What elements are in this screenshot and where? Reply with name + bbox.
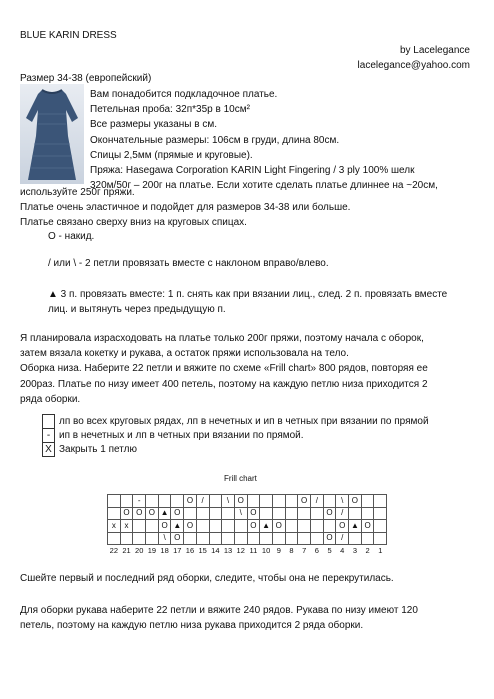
chart-cell — [120, 532, 133, 545]
chart-cell — [272, 495, 285, 508]
symbol-row — [43, 415, 430, 429]
chart-cell — [361, 507, 374, 520]
dress-illustration — [20, 84, 84, 184]
chart-cell — [311, 520, 324, 533]
chart-cell: O — [323, 532, 336, 545]
chart-cell — [133, 532, 146, 545]
stitch-number: 16 — [185, 545, 195, 555]
chart-cell — [120, 495, 133, 508]
chart-cell — [222, 532, 235, 545]
chart-cell — [349, 507, 362, 520]
stitch-number: 3 — [352, 545, 357, 555]
paragraph-line: используйте 250г пряжи. — [20, 187, 135, 198]
chart-cell — [133, 520, 146, 533]
chart-cell: O — [184, 520, 197, 533]
paragraph-line: Оборка низа. Наберите 22 петли и вяжите по схеме «Frill chart» 800 рядов, повторяя ее — [20, 363, 428, 375]
stitch-number: 5 — [327, 545, 332, 555]
chart-cell — [146, 532, 159, 545]
chart-cell: O — [184, 495, 197, 508]
chart-cell: O — [247, 507, 260, 520]
intro-line: Все размеры указаны в см. — [90, 119, 217, 131]
chart-cell: O — [120, 507, 133, 520]
paragraph-yarn — [20, 185, 350, 231]
chart-cell — [323, 495, 336, 508]
intro-line: Вам понадобится подкладочное платье. — [90, 89, 278, 100]
paragraph-line: затем вязала кокетку и рукава, а остаток пряжи использовала на тело. — [20, 348, 349, 360]
stitch-number: 19 — [147, 545, 157, 555]
stitch-number: 15 — [198, 545, 207, 555]
stitch-number: 13 — [223, 545, 233, 555]
intro-line: Спицы 2,5мм (прямые и круговые). — [90, 149, 253, 161]
chart-cell — [311, 532, 324, 545]
chart-cell — [234, 520, 247, 533]
chart-cell: O — [158, 520, 171, 533]
chart-cell — [374, 532, 387, 545]
stitch-number: 22 — [109, 545, 119, 555]
paragraph-line: петель, поэтому на каждую петлю низа рукава приходится 2 ряда оборки. — [20, 620, 364, 632]
paragraph-line: Я планировала израсходовать на платье только 200г пряжи, поэтому начала с оборок, — [20, 333, 424, 344]
document-title: BLUE KARIN DRESS — [20, 30, 117, 41]
symbol-description: лп во всех круговых рядах, лп в нечетных и ип в четных при вязании по прямой — [59, 416, 429, 427]
chart-cell — [108, 507, 121, 520]
stitch-number: 11 — [249, 545, 258, 555]
chart-cell — [298, 532, 311, 545]
chart-cell: O — [336, 520, 349, 533]
chart-cell — [196, 520, 209, 533]
symbol-description: Закрыть 1 петлю — [59, 444, 137, 455]
frill-chart — [107, 494, 387, 557]
stitch-number: 4 — [340, 545, 345, 555]
chart-cell — [209, 520, 222, 533]
paragraph-frill — [20, 331, 428, 407]
dress-photo — [20, 84, 84, 184]
legend-line: ▲ 3 п. провязать вместе: 1 п. снять как при вязании лиц., след. 2 п. провязать вместе — [48, 289, 448, 300]
chart-cell — [146, 495, 159, 508]
chart-cell — [146, 520, 159, 533]
chart-cell — [298, 507, 311, 520]
chart-cell: \ — [158, 532, 171, 545]
chart-cell — [311, 507, 324, 520]
author-byline: by Lacelegance — [399, 45, 470, 56]
chart-cell — [184, 532, 197, 545]
paragraph-line: 200раз. Платье по низу имеет 400 петель, поэтому на каждую петлю низа приходится 2 — [20, 378, 428, 390]
legend-k2tog: / или \ - 2 петли провязать вместе с наклоном вправо/влево. — [48, 258, 329, 269]
paragraph-line: Платье связано сверху вниз на круговых спицах. — [20, 217, 247, 229]
chart-cell — [285, 520, 298, 533]
paragraph-seam: Сшейте первый и последний ряд оборки, следите, чтобы она не перекрутилась. — [20, 573, 394, 584]
chart-cell — [108, 532, 121, 545]
stitch-number: 8 — [289, 545, 294, 555]
chart-cell — [184, 507, 197, 520]
symbol-row — [43, 443, 430, 457]
legend-yo: O - накид. — [48, 231, 95, 242]
chart-cell — [285, 532, 298, 545]
chart-cell: O — [171, 507, 184, 520]
chart-cell: O — [298, 495, 311, 508]
stitch-number: 18 — [160, 545, 169, 555]
symbol-row — [43, 429, 430, 443]
chart-cell: O — [171, 532, 184, 545]
chart-cell — [361, 495, 374, 508]
chart-cell: O — [361, 520, 374, 533]
chart-cell — [108, 495, 121, 508]
chart-row — [108, 507, 387, 520]
chart-cell — [272, 507, 285, 520]
intro-line: Пряжа: Hasegawa Corporation KARIN Light Fingering / 3 ply 100% шелк — [90, 165, 415, 177]
paragraph-line: Платье очень эластичное и подойдет для размеров 34-38 или больше. — [20, 202, 351, 214]
chart-cell — [260, 495, 273, 508]
chart-cell: O — [272, 520, 285, 533]
chart-cell: O — [349, 495, 362, 508]
chart-cell: - — [133, 495, 146, 508]
chart-cell: O — [247, 520, 260, 533]
stitch-number: 20 — [135, 545, 144, 555]
chart-cell: / — [311, 495, 324, 508]
chart-cell — [272, 532, 285, 545]
chart-cell — [209, 532, 222, 545]
stitch-number: 2 — [365, 545, 370, 555]
chart-row — [108, 532, 387, 545]
chart-cell: / — [196, 495, 209, 508]
chart-cell — [196, 532, 209, 545]
chart-cell: ▲ — [260, 520, 273, 533]
chart-cell — [374, 507, 387, 520]
chart-cell — [298, 520, 311, 533]
chart-cell — [171, 495, 184, 508]
symbol-key-table — [42, 414, 430, 457]
stitch-number: 14 — [211, 545, 220, 555]
chart-cell: / — [336, 532, 349, 545]
paragraph-sleeve — [20, 603, 418, 633]
chart-cell: ▲ — [171, 520, 184, 533]
chart-cell — [361, 532, 374, 545]
chart-cell — [285, 495, 298, 508]
chart-cell — [260, 507, 273, 520]
chart-cell: \ — [234, 507, 247, 520]
author-email[interactable]: lacelegance@yahoo.com — [357, 60, 470, 71]
stitch-number: 17 — [173, 545, 182, 555]
stitch-number: 7 — [302, 545, 307, 555]
stitch-number: 12 — [236, 545, 245, 555]
stitch-number: 10 — [261, 545, 271, 555]
chart-cell: O — [133, 507, 146, 520]
paragraph-line: Для оборки рукава наберите 22 петли и вяжите 240 рядов. Рукава по низу имеют 120 — [20, 605, 418, 616]
chart-cell — [374, 495, 387, 508]
chart-cell — [349, 532, 362, 545]
symbol-cell: - — [43, 429, 55, 443]
stitch-number: 1 — [378, 545, 383, 555]
legend-line: лиц. и вытянуть через предыдущую п. — [48, 304, 226, 316]
chart-cell — [234, 532, 247, 545]
chart-cell — [247, 495, 260, 508]
chart-cell — [209, 495, 222, 508]
chart-stitch-numbers — [108, 545, 387, 557]
chart-cell: x — [108, 520, 121, 533]
chart-cell — [260, 532, 273, 545]
intro-line: Петельная проба: 32п*35р в 10см² — [90, 104, 250, 116]
intro-block — [90, 87, 438, 193]
chart-cell — [222, 520, 235, 533]
intro-line: Окончательные размеры: 106см в груди, длина 80см. — [90, 134, 340, 146]
chart-title: Frill chart — [224, 474, 257, 483]
chart-cell — [247, 532, 260, 545]
chart-cell — [209, 507, 222, 520]
chart-cell: ▲ — [158, 507, 171, 520]
intro-line: 320м/50г – 200г на платье. Если хотите сделать платье длиннее на ~20см, — [90, 180, 438, 192]
chart-row — [108, 520, 387, 533]
stitch-number: 6 — [314, 545, 319, 555]
chart-cell — [222, 507, 235, 520]
chart-cell: \ — [336, 495, 349, 508]
chart-cell: \ — [222, 495, 235, 508]
symbol-description: ип в нечетных и лп в четных при вязании по прямой. — [59, 430, 304, 441]
chart-cell — [374, 520, 387, 533]
chart-row — [108, 495, 387, 508]
symbol-cell: X — [43, 443, 55, 457]
chart-cell: O — [146, 507, 159, 520]
chart-cell — [158, 495, 171, 508]
chart-cell — [285, 507, 298, 520]
paragraph-line: ряда оборки. — [20, 393, 81, 405]
stitch-number: 21 — [122, 545, 131, 555]
chart-cell: O — [234, 495, 247, 508]
chart-cell: x — [120, 520, 133, 533]
chart-cell — [323, 520, 336, 533]
legend-k3tog — [48, 287, 447, 317]
chart-cell: / — [336, 507, 349, 520]
chart-cell — [196, 507, 209, 520]
stitch-number: 9 — [276, 545, 281, 555]
size-line: Размер 34-38 (европейский) — [20, 73, 152, 84]
chart-cell: O — [323, 507, 336, 520]
chart-cell: ▲ — [349, 520, 362, 533]
symbol-cell — [43, 415, 55, 429]
